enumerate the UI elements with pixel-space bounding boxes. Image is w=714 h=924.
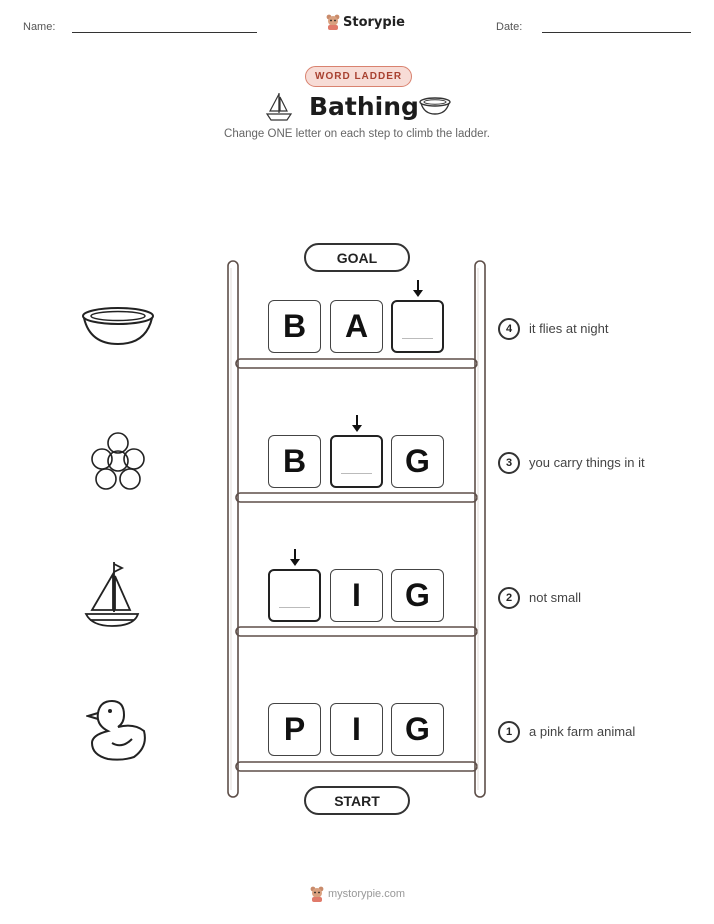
arrow-down-icon xyxy=(289,549,301,567)
bowl-icon xyxy=(80,306,156,348)
letter-tile: G xyxy=(391,703,444,756)
letter-tile: I xyxy=(330,569,383,622)
letter-tile: A xyxy=(330,300,383,353)
clue-text: you carry things in it xyxy=(529,455,645,470)
step-number: 3 xyxy=(498,452,520,474)
clue-text: not small xyxy=(529,590,582,605)
letter-tile: P xyxy=(268,703,321,756)
brand-name: Storypie xyxy=(343,14,405,30)
step-number: 1 xyxy=(498,721,520,743)
letter-tile: G xyxy=(391,569,444,622)
arrow-down-icon xyxy=(351,415,363,433)
clue-text: it flies at night xyxy=(529,321,609,336)
blank-letter-input[interactable] xyxy=(268,569,321,622)
blank-letter-input[interactable] xyxy=(330,435,383,488)
clue-text: a pink farm animal xyxy=(529,724,636,739)
word-ladder-badge: WORD LADDER xyxy=(305,66,412,87)
footer xyxy=(310,886,405,902)
letter-tile: G xyxy=(391,435,444,488)
bath-balls-icon xyxy=(88,431,148,493)
blank-letter-input[interactable] xyxy=(391,300,444,353)
footer-url[interactable]: mystorypie.com xyxy=(328,888,406,900)
step-number: 2 xyxy=(498,587,520,609)
letter-tile: I xyxy=(330,703,383,756)
rubber-duck-icon xyxy=(86,697,150,763)
date-label: Date: xyxy=(496,21,523,33)
sailboat-icon xyxy=(84,560,140,630)
bear-icon xyxy=(310,886,324,902)
name-label: Name: xyxy=(23,21,56,33)
start-label: START xyxy=(304,786,410,815)
letter-tile: B xyxy=(268,435,321,488)
step-number: 4 xyxy=(498,318,520,340)
letter-tile: B xyxy=(268,300,321,353)
arrow-down-icon xyxy=(412,280,424,298)
worksheet-title: Bathing xyxy=(309,92,419,121)
goal-label: GOAL xyxy=(304,243,410,272)
instructions: Change ONE letter on each step to climb the ladder. xyxy=(224,128,490,140)
